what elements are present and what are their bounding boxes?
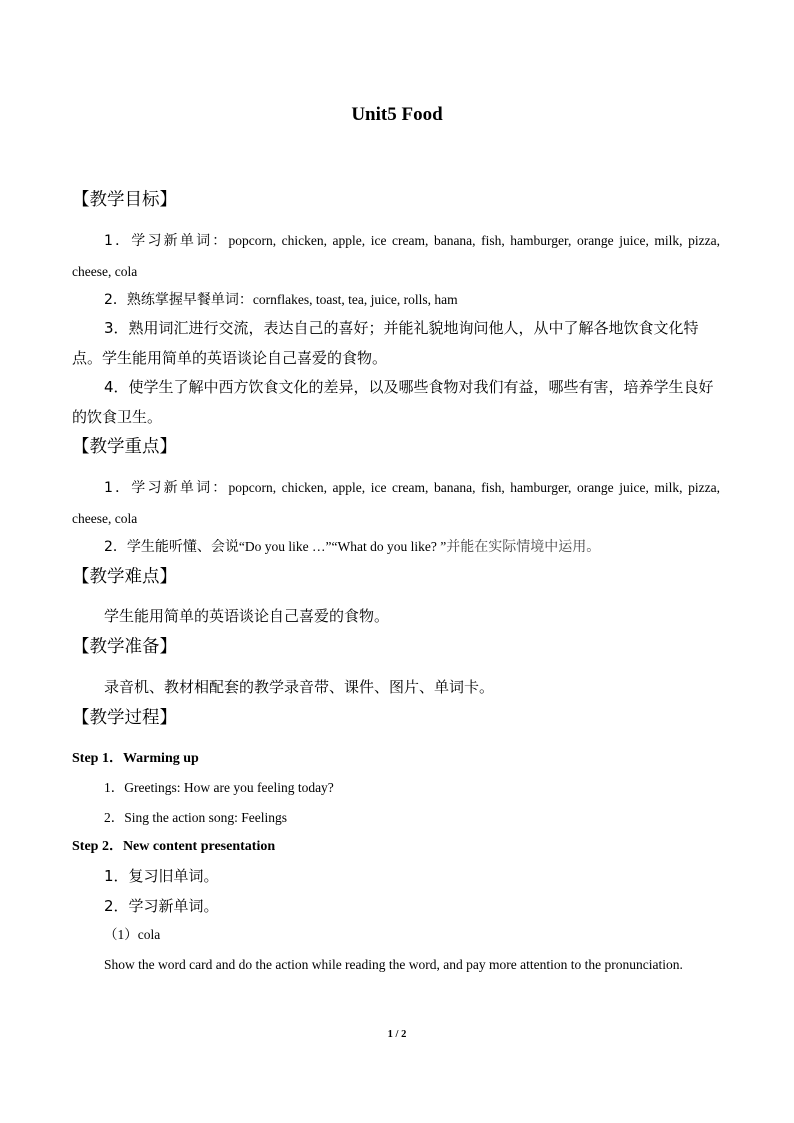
section-heading-goals: 【教学目标】 (72, 190, 177, 210)
difficulties-text: 学生能用简单的英语谈论自己喜爱的食物。 (104, 607, 390, 625)
key-points-item-2-quote: “Do you like …”“What do you like? ” (238, 539, 447, 554)
key-points-item-2 (72, 532, 720, 563)
section-heading-process: 【教学过程】 (72, 708, 177, 728)
preparation-text: 录音机、教材相配套的教学录音带、课件、图片、单词卡。 (104, 678, 495, 696)
goals-item-1-words: popcorn, chicken, apple, ice cream, banana, fish, hamburger, orange juice, milk, pizza, cheese, cola (72, 233, 720, 279)
step-2-paragraph: Show the word card and do the action while reading the word, and pay more attention to the pronunciation. (104, 957, 683, 972)
goals-item-4: 4．使学生了解中西方饮食文化的差异，以及哪些食物对我们有益，哪些有害，培养学生良好的饮食卫生。 (72, 378, 714, 426)
goals-item-2 (72, 285, 720, 316)
step-2-item-2: 2．学习新单词。 (104, 897, 219, 915)
key-points-item-1-words: popcorn, chicken, apple, ice cream, banana, fish, hamburger, orange juice, milk, pizza, cheese, cola (72, 480, 720, 526)
step-2-title: Step 2．New content presentation (72, 839, 276, 854)
section-heading-difficulties: 【教学难点】 (72, 567, 177, 587)
step-1-item-2: 2．Sing the action song: Feelings (104, 810, 287, 825)
step-2-sub-1: （1）cola (104, 927, 161, 942)
goals-item-1 (72, 226, 720, 287)
key-points-item-1 (72, 473, 720, 534)
step-1-item-1: 1．Greetings: How are you feeling today? (104, 780, 334, 795)
goals-item-3: 3．熟用词汇进行交流，表达自己的喜好；并能礼貌地询问他人，从中了解各地饮食文化特点。学生能用简单的英语谈论自己喜爱的食物。 (72, 319, 699, 367)
page-number: 1 / 2 (387, 1029, 407, 1040)
goals-item-1-prefix: 1．学习新单词： (104, 233, 229, 249)
step-2-item-1: 1．复习旧单词。 (104, 867, 219, 885)
document-title: Unit5 Food (351, 104, 443, 125)
key-points-item-1-prefix: 1．学习新单词： (104, 480, 229, 496)
step-1-title: Step 1．Warming up (72, 751, 199, 766)
goals-item-2-words: cornflakes, toast, tea, juice, rolls, ham (252, 292, 458, 307)
section-heading-key-points: 【教学重点】 (72, 437, 177, 457)
key-points-item-2-suffix: 并能在实际情境中运用。 (446, 539, 601, 555)
key-points-item-2-prefix: 2．学生能听懂、会说 (104, 539, 239, 555)
goals-item-2-prefix: 2．熟练掌握早餐单词： (104, 292, 253, 308)
section-heading-preparation: 【教学准备】 (72, 637, 177, 657)
